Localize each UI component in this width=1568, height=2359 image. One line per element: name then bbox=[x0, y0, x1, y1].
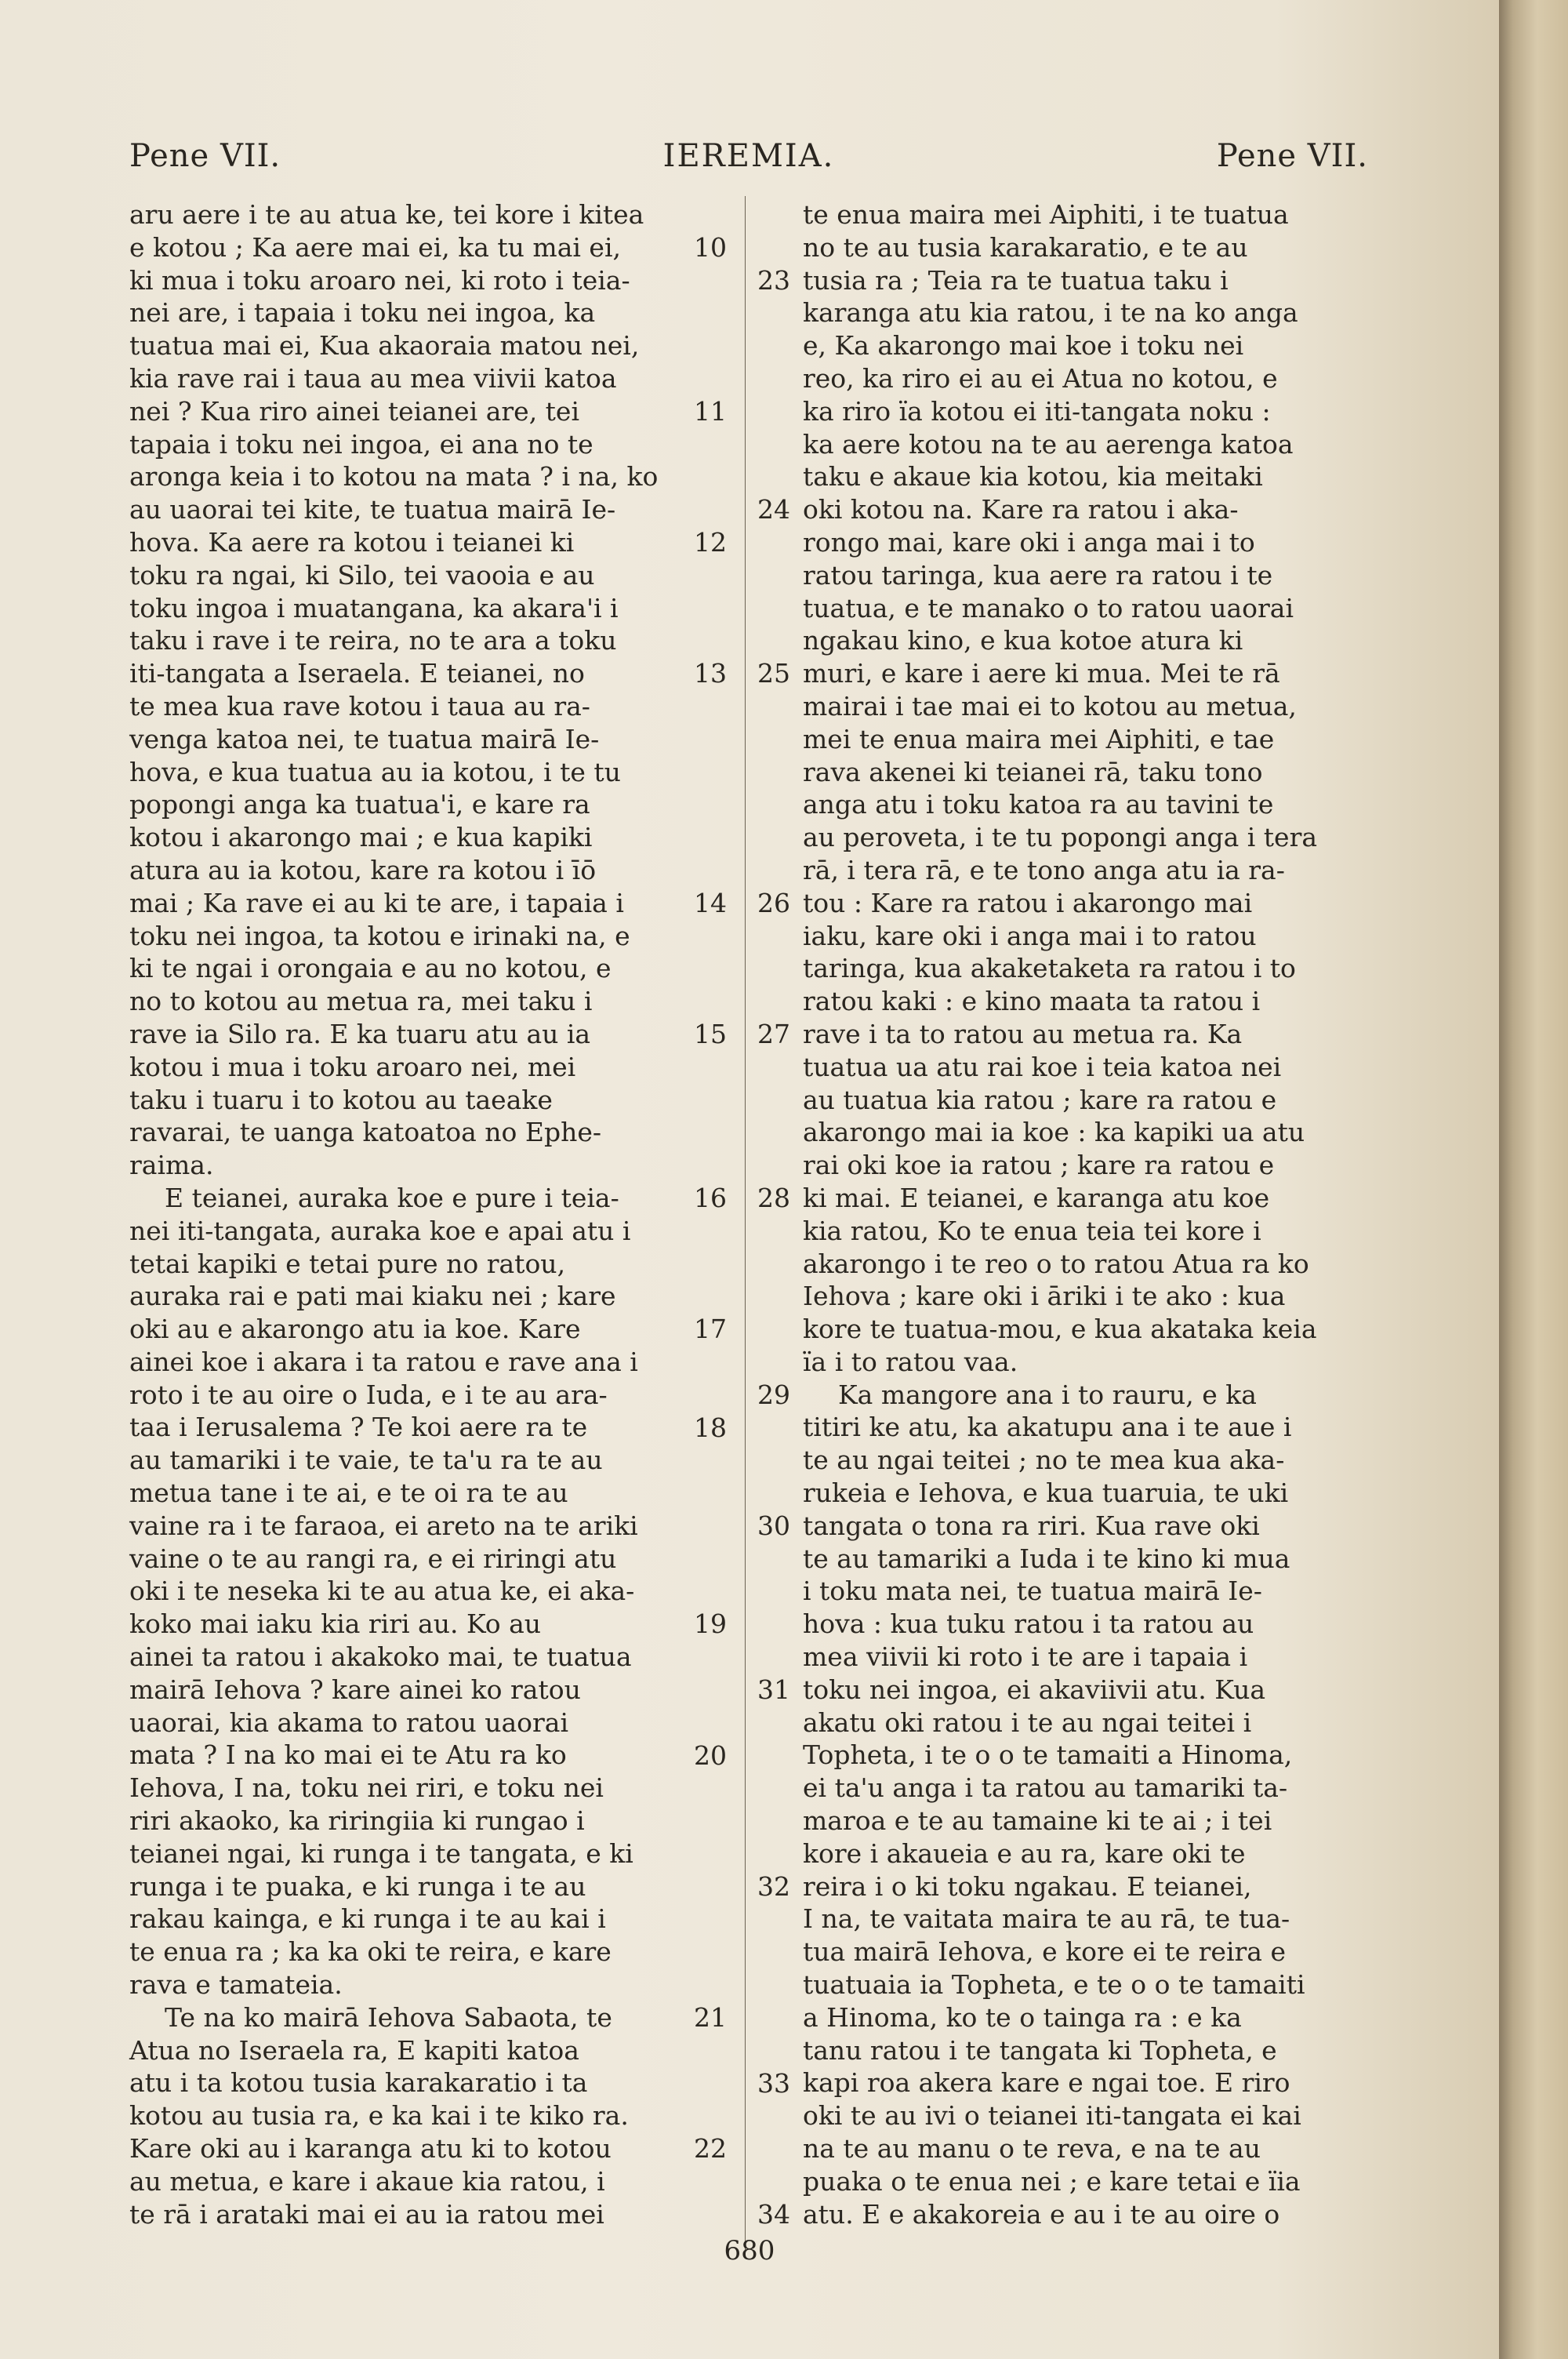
text-line: toku nei ingoa, ei akaviivii atu. Kua bbox=[803, 1674, 1266, 1705]
text-line: ainei koe i akara i ta ratou e rave ana i bbox=[129, 1346, 638, 1377]
text-line: kotou i mua i toku aroaro nei, mei bbox=[129, 1051, 576, 1082]
text-line: au metua, e kare i akaue kia ratou, i bbox=[129, 2165, 605, 2197]
text-line: iaku, kare oki i anga mai i to ratou bbox=[803, 920, 1257, 951]
verse-number: 22 bbox=[694, 2133, 727, 2165]
verse-number: 16 bbox=[694, 1183, 727, 1213]
text-line: rava akenei ki teianei rā, taku tono bbox=[803, 756, 1263, 787]
text-line: mei te enua maira mei Aiphiti, e tae bbox=[803, 723, 1275, 754]
verse-number: 25 bbox=[757, 658, 790, 689]
text-line: ngakau kino, e kua kotoe atura ki bbox=[803, 625, 1243, 656]
text-line: reira i o ki toku ngakau. E teianei, bbox=[803, 1870, 1252, 1902]
text-line: rukeia e Iehova, e kua tuaruia, te uki bbox=[803, 1478, 1289, 1509]
text-line: te enua ra ; ka ka oki te reira, e kare bbox=[129, 1936, 612, 1968]
verse-number: 34 bbox=[757, 2198, 790, 2230]
facing-page-edge bbox=[1499, 0, 1568, 2359]
text-line: atu. E e akakoreia e au i te au oire o bbox=[803, 2198, 1280, 2230]
text-line: koko mai iaku kia riri au. Ko au bbox=[129, 1608, 542, 1640]
text-line: Kare oki au i karanga atu ki to kotou bbox=[129, 2133, 612, 2165]
verse-number: 21 bbox=[694, 2002, 727, 2033]
text-line: oki i te neseka ki te au atua ke, ei aka- bbox=[129, 1576, 635, 1607]
text-line: tanu ratou i te tangata ki Topheta, e bbox=[803, 2034, 1277, 2066]
text-line: no to kotou au metua ra, mei taku i bbox=[129, 986, 593, 1017]
text-line: toku nei ingoa, ta kotou e irinaki na, e bbox=[129, 920, 630, 951]
text-line: ka aere kotou na te au aerenga katoa bbox=[803, 428, 1294, 460]
verse-number: 14 bbox=[694, 887, 727, 918]
text-line: au tuatua kia ratou ; kare ra ratou e bbox=[803, 1084, 1277, 1115]
verse-number: 17 bbox=[694, 1314, 727, 1345]
text-line: ki mai. E teianei, e karanga atu koe bbox=[803, 1182, 1270, 1213]
text-line: akarongo mai ia koe : ka kapiki ua atu bbox=[803, 1117, 1305, 1148]
text-line: roto i te au oire o Iuda, e i te au ara- bbox=[129, 1379, 608, 1410]
text-line: E teianei, auraka koe e pure i teia- bbox=[165, 1182, 619, 1213]
verse-number: 31 bbox=[757, 1674, 790, 1705]
text-line: nei ? Kua riro ainei teianei are, tei bbox=[129, 395, 580, 427]
text-line: kore i akaueia e au ra, kare oki te bbox=[803, 1837, 1246, 1869]
text-line: tuatua mai ei, Kua akaoraia matou nei, bbox=[129, 330, 640, 362]
text-line: kotou i akarongo mai ; e kua kapiki bbox=[129, 822, 593, 853]
text-line: ki mua i toku aroaro nei, ki roto i teia- bbox=[129, 264, 630, 296]
text-line: tangata o tona ra riri. Kua rave oki bbox=[803, 1510, 1260, 1541]
text-line: e, Ka akarongo mai koe i toku nei bbox=[803, 330, 1244, 362]
text-line: Iehova ; kare oki i āriki i te ako : kua bbox=[803, 1281, 1286, 1312]
left-text-column bbox=[129, 198, 686, 2230]
verse-number: 15 bbox=[694, 1019, 727, 1049]
text-line: oki te au ivi o teianei iti-tangata ei kai bbox=[803, 2100, 1301, 2132]
text-line: nei iti-tangata, auraka koe e apai atu i bbox=[129, 1215, 631, 1246]
text-line: tetai kapiki e tetai pure no ratou, bbox=[129, 1248, 566, 1279]
text-line: vaine o te au rangi ra, e ei riringi atu bbox=[129, 1543, 617, 1574]
text-line: rava e tamateia. bbox=[129, 1969, 343, 2001]
header-chapter-left: Pene VII. bbox=[129, 138, 281, 174]
text-line: taku i tuaru i to kotou au taeake bbox=[129, 1084, 553, 1115]
text-line: tuatua, e te manako o to ratou uaorai bbox=[803, 592, 1294, 623]
text-line: hova, e kua tuatua au ia kotou, i te tu bbox=[129, 756, 621, 787]
text-line: taku e akaue kia kotou, kia meitaki bbox=[803, 461, 1263, 493]
text-line: au tamariki i te vaie, te ta'u ra te au bbox=[129, 1445, 603, 1476]
text-line: muri, e kare i aere ki mua. Mei te rā bbox=[803, 658, 1280, 689]
text-line: teianei ngai, ki runga i te tangata, e ki bbox=[129, 1837, 633, 1869]
verse-number: 19 bbox=[694, 1608, 727, 1640]
text-line: ratou kaki : e kino maata ta ratou i bbox=[803, 986, 1261, 1017]
right-text-column bbox=[803, 198, 1369, 2230]
text-line: te au ngai teitei ; no te mea kua aka- bbox=[803, 1445, 1285, 1476]
text-line: ratou taringa, kua aere ra ratou i te bbox=[803, 559, 1273, 591]
text-line: auraka rai e pati mai kiaku nei ; kare bbox=[129, 1281, 616, 1312]
text-line: ïa i to ratou vaa. bbox=[803, 1346, 1018, 1377]
verse-number: 26 bbox=[757, 887, 790, 918]
text-line: e kotou ; Ka aere mai ei, ka tu mai ei, bbox=[129, 231, 621, 263]
header-chapter-right: Pene VII. bbox=[1216, 138, 1368, 174]
verse-number: 24 bbox=[757, 494, 790, 525]
text-line: ravarai, te uanga katoatoa no Ephe- bbox=[129, 1117, 602, 1148]
text-line: venga katoa nei, te tuatua mairā Ie- bbox=[129, 723, 600, 754]
text-line: anga atu i toku katoa ra au tavini te bbox=[803, 789, 1274, 820]
text-line: rongo mai, kare oki i anga mai i to bbox=[803, 526, 1255, 558]
text-line: popongi anga ka tuatua'i, e kare ra bbox=[129, 789, 590, 820]
verse-number: 28 bbox=[757, 1183, 790, 1213]
verse-number: 23 bbox=[757, 264, 790, 296]
text-line: te rā i arataki mai ei au ia ratou mei bbox=[129, 2198, 604, 2230]
text-line: te au tamariki a Iuda i te kino ki mua bbox=[803, 1543, 1290, 1574]
text-line: reo, ka riro ei au ei Atua no kotou, e bbox=[803, 362, 1278, 394]
text-line: tapaia i toku nei ingoa, ei ana no te bbox=[129, 428, 593, 460]
verse-number: 33 bbox=[757, 2067, 790, 2099]
text-line: mai ; Ka rave ei au ki te are, i tapaia i bbox=[129, 887, 624, 918]
text-line: rai oki koe ia ratou ; kare ra ratou e bbox=[803, 1150, 1275, 1181]
verse-number: 12 bbox=[694, 527, 727, 558]
text-line: atu i ta kotou tusia karakaratio i ta bbox=[129, 2067, 588, 2099]
text-line: raima. bbox=[129, 1150, 214, 1181]
text-line: mea viivii ki roto i te are i tapaia i bbox=[803, 1641, 1248, 1673]
text-line: rā, i tera rā, e te tono anga atu ia ra- bbox=[803, 854, 1285, 885]
text-line: riri akaoko, ka riringiia ki rungao i bbox=[129, 1805, 585, 1837]
text-line: au uaorai tei kite, te tuatua mairā Ie- bbox=[129, 494, 616, 525]
text-line: puaka o te enua nei ; e kare tetai e ïia bbox=[803, 2165, 1301, 2197]
text-line: kore te tuatua-mou, e kua akataka keia bbox=[803, 1314, 1317, 1345]
text-line: oki au e akarongo atu ia koe. Kare bbox=[129, 1314, 581, 1345]
header-book-title: IEREMIA. bbox=[662, 138, 835, 174]
text-line: Topheta, i te o o te tamaiti a Hinoma, bbox=[803, 1739, 1293, 1771]
text-line: tou : Kare ra ratou i akarongo mai bbox=[803, 887, 1253, 918]
verse-number: 13 bbox=[694, 658, 727, 689]
text-line: rakau kainga, e ki runga i te au kai i bbox=[129, 1903, 606, 1935]
text-line: ei ta'u anga i ta ratou au tamariki ta- bbox=[803, 1772, 1288, 1804]
verse-number: 27 bbox=[757, 1019, 790, 1049]
text-line: karanga atu kia ratou, i te na ko anga bbox=[803, 297, 1298, 329]
text-line: tuatuaia ia Topheta, e te o o te tamaiti bbox=[803, 1969, 1305, 2001]
verse-number: 30 bbox=[757, 1510, 790, 1541]
text-line: runga i te puaka, e ki runga i te au bbox=[129, 1870, 586, 1902]
text-line: ainei ta ratou i akakoko mai, te tuatua bbox=[129, 1641, 632, 1673]
text-line: akarongo i te reo o to ratou Atua ra ko bbox=[803, 1248, 1309, 1279]
text-line: taa i Ierusalema ? Te koi aere ra te bbox=[129, 1412, 588, 1443]
text-line: no te au tusia karakaratio, e te au bbox=[803, 231, 1248, 263]
text-line: vaine ra i te faraoa, ei areto na te ariki bbox=[129, 1510, 638, 1541]
verse-number: 20 bbox=[694, 1739, 727, 1771]
text-line: kapi roa akera kare e ngai toe. E riro bbox=[803, 2067, 1290, 2099]
text-line: ki te ngai i orongaia e au no kotou, e bbox=[129, 953, 612, 984]
text-line: tua mairā Iehova, e kore ei te reira e bbox=[803, 1936, 1286, 1968]
text-line: I na, te vaitata maira te au rā, te tua- bbox=[803, 1903, 1290, 1935]
text-line: iti-tangata a Iseraela. E teianei, no bbox=[129, 658, 585, 689]
text-line: rave i ta to ratou au metua ra. Ka bbox=[803, 1018, 1243, 1049]
text-line: toku ingoa i muatangana, ka akara'i i bbox=[129, 592, 619, 623]
text-line: mairā Iehova ? kare ainei ko ratou bbox=[129, 1674, 581, 1705]
text-line: oki kotou na. Kare ra ratou i aka- bbox=[803, 494, 1239, 525]
text-line: kotou au tusia ra, e ka kai i te kiko ra. bbox=[129, 2100, 629, 2132]
text-line: kia rave rai i taua au mea viivii katoa bbox=[129, 362, 617, 394]
text-line: maroa e te au tamaine ki te ai ; i tei bbox=[803, 1805, 1272, 1837]
text-line: i toku mata nei, te tuatua mairā Ie- bbox=[803, 1576, 1262, 1607]
text-line: hova : kua tuku ratou i ta ratou au bbox=[803, 1608, 1254, 1640]
text-line: Atua no Iseraela ra, E kapiti katoa bbox=[129, 2034, 579, 2066]
verse-number: 11 bbox=[694, 395, 727, 427]
text-line: rave ia Silo ra. E ka tuaru atu au ia bbox=[129, 1018, 591, 1049]
text-line: akatu oki ratou i te au ngai teitei i bbox=[803, 1707, 1252, 1738]
column-divider bbox=[745, 196, 746, 2259]
text-line: te enua maira mei Aiphiti, i te tuatua bbox=[803, 199, 1289, 230]
text-line: na te au manu o te reva, e na te au bbox=[803, 2133, 1261, 2165]
text-line: toku ra ngai, ki Silo, tei vaooia e au bbox=[129, 559, 595, 591]
text-line: mairai i tae mai ei to kotou au metua, bbox=[803, 690, 1297, 722]
verse-number: 29 bbox=[757, 1379, 790, 1410]
verse-number: 18 bbox=[694, 1412, 727, 1443]
text-line: aronga keia i to kotou na mata ? i na, ko bbox=[129, 461, 659, 493]
page-number: 680 bbox=[724, 2235, 775, 2266]
text-line: aru aere i te au atua ke, tei kore i kitea bbox=[129, 199, 644, 230]
text-line: taku i rave i te reira, no te ara a toku bbox=[129, 625, 617, 656]
text-line: taringa, kua akaketaketa ra ratou i to bbox=[803, 953, 1296, 984]
text-line: Iehova, I na, toku nei riri, e toku nei bbox=[129, 1772, 604, 1804]
text-line: au peroveta, i te tu popongi anga i tera bbox=[803, 822, 1318, 853]
text-line: a Hinoma, ko te o tainga ra : e ka bbox=[803, 2001, 1242, 2033]
text-line: metua tane i te ai, e te oi ra te au bbox=[129, 1478, 568, 1509]
text-line: tuatua ua atu rai koe i teia katoa nei bbox=[803, 1051, 1282, 1082]
text-line: titiri ke atu, ka akatupu ana i te aue i bbox=[803, 1412, 1292, 1443]
text-line: tusia ra ; Teia ra te tuatua taku i bbox=[803, 264, 1229, 296]
text-line: hova. Ka aere ra kotou i teianei ki bbox=[129, 526, 575, 558]
facing-page-text-fragments bbox=[1515, 44, 1568, 50]
text-line: uaorai, kia akama to ratou uaorai bbox=[129, 1707, 569, 1738]
text-line: kia ratou, Ko te enua teia tei kore i bbox=[803, 1215, 1261, 1246]
running-header bbox=[129, 138, 1368, 174]
text-line: Te na ko mairā Iehova Sabaota, te bbox=[165, 2001, 612, 2033]
text-line: mata ? I na ko mai ei te Atu ra ko bbox=[129, 1739, 567, 1771]
verse-number: 32 bbox=[757, 1870, 790, 1902]
verse-number: 10 bbox=[694, 231, 727, 263]
text-line: nei are, i tapaia i toku nei ingoa, ka bbox=[129, 297, 596, 329]
text-line: ka riro ïa kotou ei iti-tangata noku : bbox=[803, 395, 1271, 427]
text-line: Ka mangore ana i to rauru, e ka bbox=[838, 1379, 1257, 1410]
text-line: te mea kua rave kotou i taua au ra- bbox=[129, 690, 590, 722]
text-line: atura au ia kotou, kare ra kotou i īō bbox=[129, 854, 597, 885]
